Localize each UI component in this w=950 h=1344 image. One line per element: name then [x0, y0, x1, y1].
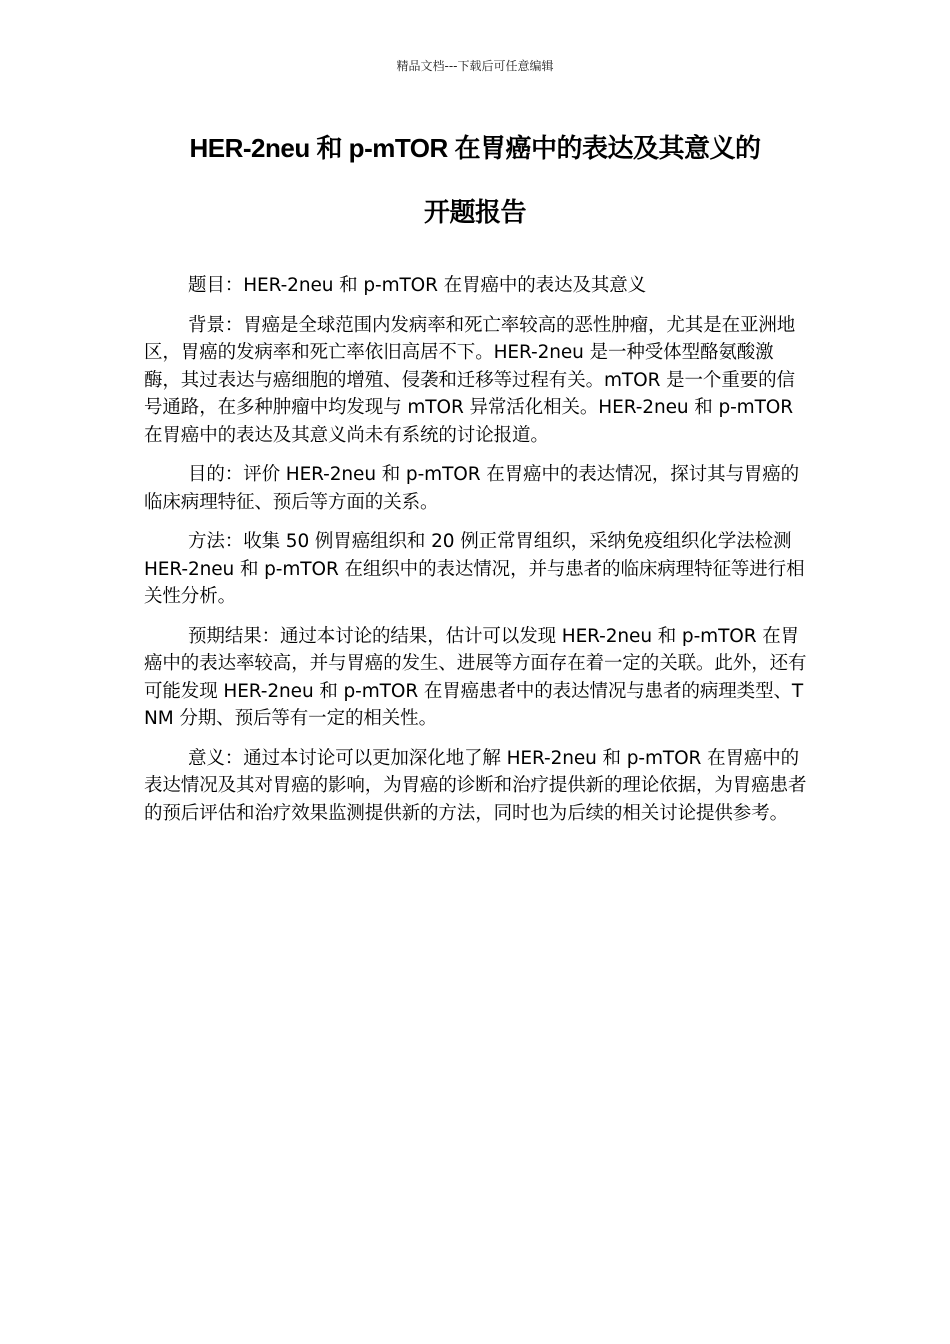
paragraph-significance: 意义：通过本讨论可以更加深化地了解 HER-2neu 和 p-mTOR 在胃癌中的表达情况及其对胃癌的影响，为胃癌的诊断和治疗提供新的理论依据，为胃癌患者的预后评估和治疗效果监测提供新的方法，同时也为后续的相关讨论提供参考。	[144, 747, 807, 824]
title-line-1: HER-2neu 和 p-mTOR 在胃癌中的表达及其意义的	[189, 133, 761, 163]
title-line-2: 开题报告	[423, 197, 526, 227]
paragraph-expected-results: 预期结果：通过本讨论的结果，估计可以发现 HER-2neu 和 p-mTOR 在胃癌中的表达率较高，并与胃癌的发生、进展等方面存在着一定的关联。此外，还有可能发现 HER-2neu 和 p-mTOR 在胃癌患者中的表达情况与患者的病理类型、TNM 分期、预后等有一定的相关性。	[144, 625, 807, 729]
document-body	[144, 272, 808, 839]
header-note: 精品文档---下载后可任意编辑	[396, 59, 554, 73]
paragraph-topic: 题目：HER-2neu 和 p-mTOR 在胃癌中的表达及其意义	[188, 275, 647, 296]
document-title	[120, 130, 830, 230]
paragraph-objective: 目的：评价 HER-2neu 和 p-mTOR 在胃癌中的表达情况，探讨其与胃癌的临床病理特征、预后等方面的关系。	[144, 464, 800, 513]
paragraph-background: 背景：胃癌是全球范围内发病率和死亡率较高的恶性肿瘤，尤其是在亚洲地区，胃癌的发病率和死亡率依旧高居不下。HER-2neu 是一种受体型酪氨酸激酶，其过表达与癌细胞的增殖、侵袭和迁移等过程有关。mTOR 是一个重要的信号通路，在多种肿瘤中均发现与 mTOR 异常活化相关。HER-2neu 和 p-mTOR 在胃癌中的表达及其意义尚未有系统的讨论报道。	[144, 314, 796, 446]
paragraph-methods: 方法：收集 50 例胃癌组织和 20 例正常胃组织，采纳免疫组织化学法检测 HER-2neu 和 p-mTOR 在组织中的表达情况，并与患者的临床病理特征等进行相关性分析。	[144, 531, 805, 607]
